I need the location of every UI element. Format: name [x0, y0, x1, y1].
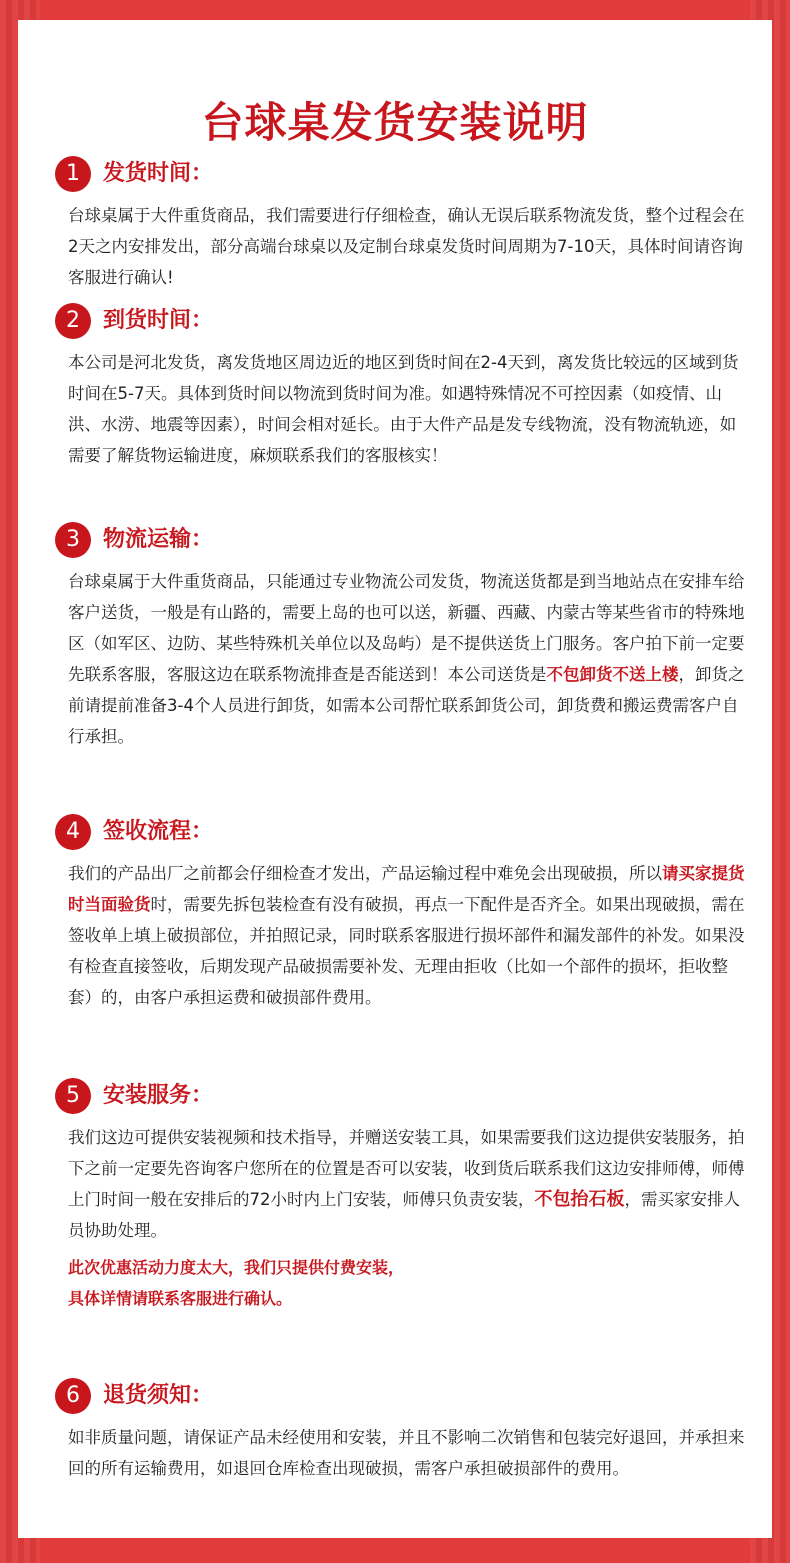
- section-title: 发货时间：: [103, 161, 214, 186]
- section-title: 物流运输：: [103, 527, 214, 552]
- section-header: [18, 1078, 772, 1122]
- section-returns: [18, 1378, 772, 1484]
- page-title: 台球桌发货安装说明: [201, 98, 589, 147]
- section-title: 安装服务：: [103, 1083, 214, 1108]
- text-part: 台球桌属于大件重货商品，只能通过专业物流公司发货，物流送货都是到当地站点在安排车给客户送货，一般是有山路的，需要上岛的也可以送，新疆、西藏、内蒙古等某些省市的特殊地区（如军区、边防、某些特殊机关单位以及岛屿）是不提供送货上门服务。客户拍下前一定要先联系客服，客服这边在联系物流排查是否能送到！本公司送货是: [68, 572, 745, 684]
- section-text: [18, 566, 772, 752]
- section-text: [18, 1122, 772, 1246]
- highlight-text: 不包卸货不送上楼: [546, 665, 679, 684]
- text-part: ，卸货之前请提前准备3-4个人员进行卸货，如需本公司帮忙联系卸货公司，卸货费和搬运费需客户自行承担。: [68, 665, 745, 746]
- text-part: 我们这边可提供安装视频和技术指导，并赠送安装工具，如果需要我们这边提供安装服务，拍下之前一定要先咨询客户您所在的位置是否可以安装，收到货后联系我们这边安排师傅，师傅上门时间一般在安排后的72小时内上门安装，师傅只负责安装，: [68, 1128, 745, 1209]
- section-title: 签收流程：: [103, 819, 214, 844]
- number-badge: 5: [55, 1078, 91, 1114]
- highlight-text: 请买家提货时当面验货: [68, 864, 745, 914]
- highlight-text: 不包抬石板: [534, 1189, 625, 1210]
- section-installation: [18, 1078, 772, 1314]
- text-part: ，需买家安排人员协助处理。: [68, 1190, 740, 1240]
- section-arrival-time: [18, 303, 772, 471]
- number-badge: 4: [55, 814, 91, 850]
- number-badge: 2: [55, 303, 91, 339]
- section-title: 到货时间：: [103, 308, 214, 333]
- section-receipt-process: [18, 814, 772, 1013]
- section-header: [18, 303, 772, 347]
- number-badge: 1: [55, 156, 91, 192]
- number-badge: 6: [55, 1378, 91, 1414]
- promo-note-2: 具体详情请联系客服进行确认。: [68, 1289, 293, 1308]
- section-logistics: [18, 522, 772, 752]
- number-badge: 3: [55, 522, 91, 558]
- section-text: [18, 858, 772, 1013]
- section-shipping-time: [18, 156, 772, 293]
- section-text: 如非质量问题，请保证产品未经使用和安装，并且不影响二次销售和包装完好退回，并承担来回的所有运输费用，如退回仓库检查出现破损，需客户承担破损部件的费用。: [68, 1428, 745, 1478]
- section-text: 台球桌属于大件重货商品，我们需要进行仔细检查，确认无误后联系物流发货，整个过程会在2天之内安排发出，部分高端台球桌以及定制台球桌发货时间周期为7-10天，具体时间请咨询客服进行确认!: [68, 206, 745, 287]
- promo-note-1: 此次优惠活动力度太大，我们只提供付费安装，: [68, 1258, 405, 1277]
- info-card: [18, 20, 772, 1538]
- section-header: [18, 522, 772, 566]
- section-title: 退货须知：: [103, 1383, 214, 1408]
- text-part: 时，需要先拆包装检查有没有破损，再点一下配件是否齐全。如果出现破损，需在签收单上填上破损部位，并拍照记录，同时联系客服进行损坏部件和漏发部件的补发。如果没有检查直接签收，后期发现产品破损需要补发、无理由拒收（比如一个部件的损坏，拒收整套）的，由客户承担运费和破损部件费用。: [68, 895, 745, 1007]
- section-header: [18, 1378, 772, 1422]
- section-text: 本公司是河北发货，离发货地区周边近的地区到货时间在2-4天到，离发货比较远的区域到货时间在5-7天。具体到货时间以物流到货时间为准。如遇特殊情况不可控因素（如疫情、山洪、水涝、地震等因素），时间会相对延长。由于大件产品是发专线物流，没有物流轨迹，如需要了解货物运输进度，麻烦联系我们的客服核实！: [68, 353, 739, 465]
- section-header: [18, 814, 772, 858]
- section-header: [18, 156, 772, 200]
- text-part: 我们的产品出厂之前都会仔细检查才发出，产品运输过程中难免会出现破损，所以: [68, 864, 662, 883]
